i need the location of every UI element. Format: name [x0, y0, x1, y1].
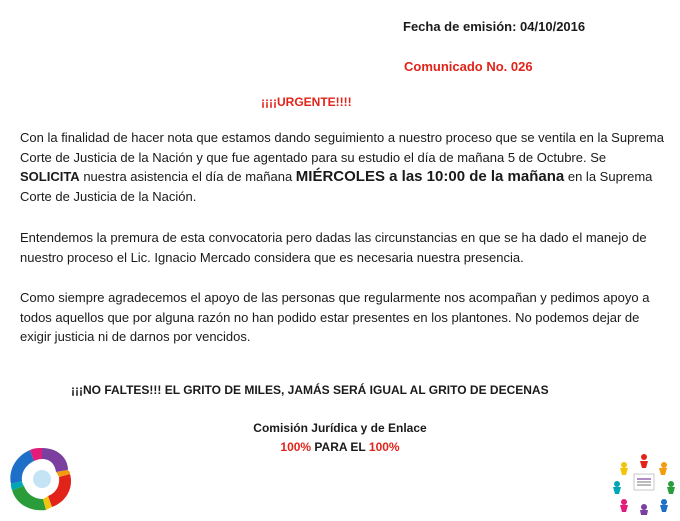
- paragraph-3: Como siempre agradecemos el apoyo de las personas que regularmente nos acompañan y pedimos apoyo a todos aquellos que por alguna razón no han podido estar presentes en los plantones. No podemos dejar de exigir justicia ni de darnos por vencidos.: [20, 290, 650, 344]
- hands-circle-icon: [10, 448, 71, 510]
- emission-date: [403, 19, 585, 34]
- date-label: Fecha de emisión:: [403, 19, 517, 34]
- paragraph-1: [20, 128, 665, 206]
- motto-percent-1: 100%: [280, 440, 312, 454]
- paragraph-1-text-b: nuestra asistencia el día de mañana: [79, 169, 296, 184]
- signature-motto: [0, 440, 680, 454]
- hands-circle-logo: [6, 444, 78, 514]
- urgent-heading: ¡¡¡¡URGENTE!!!!: [261, 95, 352, 109]
- people-circle-icon: [613, 454, 675, 515]
- paragraph-1-text-c: en la Suprema Corte de Justicia de la Nación.: [20, 169, 653, 204]
- paragraph-1-text-a: Con la finalidad de hacer nota que estamos dando seguimiento a nuestro proceso que se ventila en la Suprema Corte de Justicia de la Nación y que fue agentado para su estudio el día de mañana 5 de Octubre. Se: [20, 130, 664, 165]
- communique-number: Comunicado No. 026: [404, 59, 533, 74]
- motto-middle: PARA EL: [311, 440, 369, 454]
- date-value: 04/10/2016: [520, 19, 586, 34]
- people-circle-logo: [612, 452, 676, 516]
- solicita-word: SOLICITA: [20, 169, 80, 184]
- signature-commission: Comisión Jurídica y de Enlace: [253, 421, 427, 435]
- paragraph-2: Entendemos la premura de esta convocatoria pero dadas las circunstancias en que se ha dado el manejo de nuestro proceso el Lic. Ignacio Mercado considera que es necesaria nuestra presencia.: [20, 230, 647, 265]
- slogan: ¡¡¡NO FALTES!!! EL GRITO DE MILES, JAMÁS SERÁ IGUAL AL GRITO DE DECENAS: [71, 383, 549, 397]
- meeting-time: MIÉRCOLES a las 10:00 de la mañana: [295, 168, 565, 185]
- motto-percent-2: 100%: [368, 440, 400, 454]
